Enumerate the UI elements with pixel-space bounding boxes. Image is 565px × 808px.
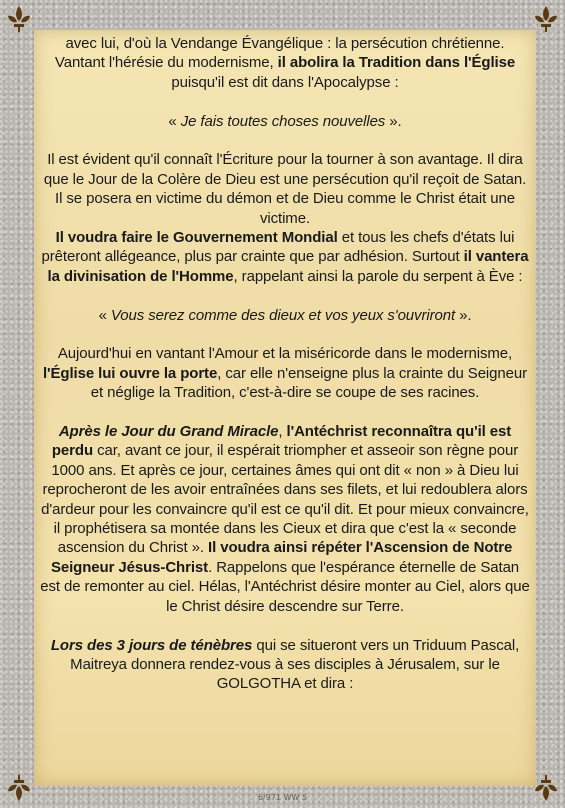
text-run: car, avant ce jour, il espérait triompher et asseoir son règne pour 1000 ans. Et après ce jour, certaines âmes qui ont dit « non » à Dieu lui reprocheront de les avoir entraînées dans ses filets, et lui redoublera alors d'ardeur pour les convaincre qu'il est ce qu'il dit. Et pour mieux convaincre, il prophétisera sa montée dans les Cieux et dira que c'est la « seconde ascension du Christ ». — [41, 442, 529, 557]
paragraph-modernism — [40, 344, 530, 402]
quote-apocalypse — [40, 112, 530, 131]
bold-phrase: Il voudra faire le Gouvernement Mondial — [55, 229, 338, 247]
text-run: , car elle n'enseigne plus la crainte du Seigneur et néglige la Tradition, c'est-à-dire se coupe de ses racines. — [90, 364, 528, 402]
fleur-de-lis-icon — [4, 4, 34, 34]
bold-phrase: l'Église lui ouvre la porte — [42, 364, 218, 382]
paragraph-great-miracle — [40, 422, 530, 616]
paragraph-world-government — [40, 228, 530, 286]
text-run: , — [278, 423, 287, 441]
quote-mark: « — [168, 112, 181, 130]
bold-phrase: Il voudra ainsi répéter l'Ascension de Notre Seigneur Jésus-Christ — [50, 539, 513, 576]
text-run: . Rappelons que l'espérance éternelle de Satan est de remonter au ciel. Hélas, l'Antéchrist désire monter au Ciel, alors que le Christ désire descendre sur Terre. — [40, 558, 530, 615]
bold-phrase: il vantera la divinisation de l'Homme — [47, 248, 529, 285]
paragraph-three-days — [40, 636, 530, 694]
text-run: et tous les chefs d'états lui prêteront allégeance, plus par crainte que par adhésion. Surtout — [41, 229, 515, 266]
quote-serpent — [40, 306, 530, 325]
quote-text: Je fais toutes choses nouvelles — [180, 112, 386, 130]
quote-text: Vous serez comme des dieux et vos yeux s'ouvriront — [110, 306, 456, 324]
text-run: Vantant l'hérésie du modernisme, — [54, 54, 278, 72]
bold-italic-phrase: Après le Jour du Grand Miracle — [58, 423, 279, 441]
corner-ornament-top-left — [4, 4, 34, 34]
quote-mark: ». — [455, 306, 472, 324]
bold-italic-phrase: Lors des 3 jours de ténèbres — [50, 636, 253, 654]
bold-phrase: il abolira la Tradition dans l'Église — [277, 54, 516, 72]
paragraph-scripture: Il est évident qu'il connaît l'Écriture pour la tourner à son avantage. Il dira que le Jour de la Colère de Dieu est une persécution qu'il reçoit de Satan. Il se posera en victime du démon et de Dieu comme le Christ était une victime. — [43, 151, 527, 227]
quote-mark: « — [98, 306, 111, 324]
text-run: Aujourd'hui en vantant l'Amour et la miséricorde dans le modernisme, — [57, 345, 513, 363]
bold-phrase: l'Antéchrist reconnaîtra qu'il est perdu — [51, 423, 512, 460]
text-line: avec lui, d'où la Vendange Évangélique : la persécution chrétienne. — [65, 35, 505, 52]
paragraph-intro — [40, 34, 530, 92]
quote-mark: ». — [385, 112, 402, 130]
document-body — [40, 34, 530, 694]
text-run: qui se situeront vers un Triduum Pascal, Maitreya donnera rendez-vous à ses disciples à Jérusalem, sur le GOLGOTHA et dira : — [70, 636, 520, 693]
footer-code: 6/971 WW 5 — [257, 793, 308, 802]
text-run: , rappelant ainsi la parole du serpent à Ève : — [233, 267, 523, 285]
text-line: puisqu'il est dit dans l'Apocalypse : — [171, 73, 399, 91]
